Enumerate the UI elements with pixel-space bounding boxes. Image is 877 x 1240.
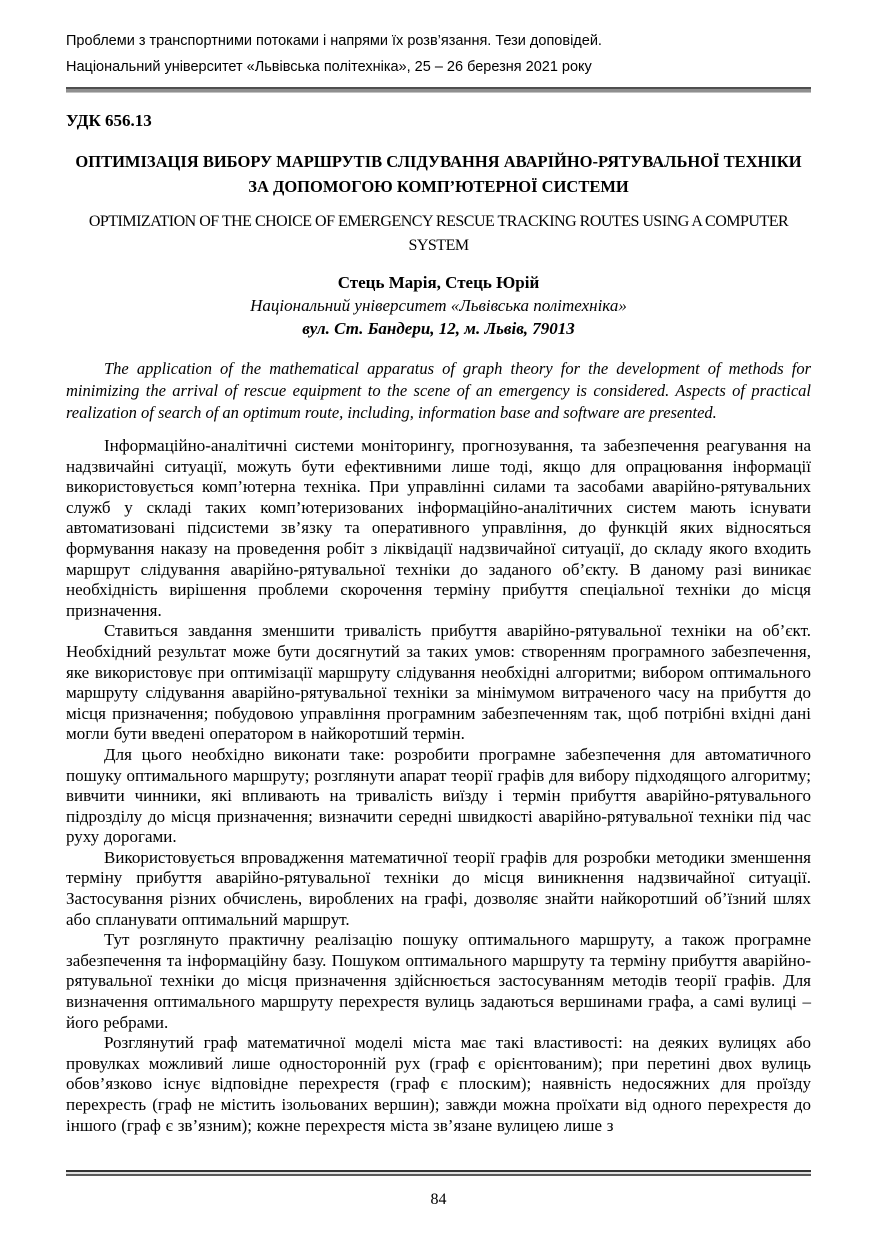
page-header <box>66 28 811 80</box>
udc-code: УДК 656.13 <box>66 111 152 130</box>
page-footer <box>66 1170 811 1210</box>
body-paragraph-5: Тут розглянуто практичну реалізацію пошуку оптимального маршруту, а також програмне забезпечення та інформаційну базу. Пошуком оптимального маршруту та терміну прибуття аварійно-рятувальної техніки до місця призначення здійснюється застосуванням методів теорії графів. Для визначення оптимального маршруту перехрестя вулиць задаються вершинами графа, а самі вулиці – його ребрами. <box>66 930 811 1032</box>
body-paragraph-6: Розглянутий граф математичної моделі міста має такі властивості: на деяких вулицях або провулках можливий лише односторонній рух (граф є орієнтованим); при перетині двох вулиць обов’язково існує відповідне перехрестя (граф є плоским); наявність недосяжних для проїзду перехресть (граф не містить ізольованих вершин); завжди можна проїхати від одного перехрестя до іншого (граф є зв’язним); кожне перехрестя міста зв’язане вулицею лише з <box>66 1033 811 1135</box>
abstract-text: The application of the mathematical apparatus of graph theory for the development of methods for minimizing the arrival of rescue equipment to the scene of an emergency is considered. Aspects of practical realization of search of an optimum route, including, information base and software are presented. <box>66 359 811 422</box>
title-ukrainian: ОПТИМІЗАЦІЯ ВИБОРУ МАРШРУТІВ СЛІДУВАННЯ АВАРІЙНО-РЯТУВАЛЬНОЇ ТЕХНІКИ ЗА ДОПОМОГОЮ КОМП’ЮТЕРНОЇ СИСТЕМИ <box>75 152 802 196</box>
body-paragraph-1: Інформаційно-аналітичні системи моніторингу, прогнозування, та забезпечення реагування на надзвичайні ситуації, можуть бути ефективними лише тоді, якщо для опрацювання інформації використовується комп’ютерна техніка. При управлінні силами та засобами аварійно-рятувальних служб у складі таких комп’ютеризованих інформаційно-аналітичних систем мають існувати автоматизовані підсистеми зв’язку та оперативного управління, до функцій яких відносяться формування наказу на проведення робіт з ліквідації надзвичайної ситуації, до складу якого входить маршрут слідування аварійно-рятувальної техніки до заданого об’єкту. В даному разі виникає необхідність вирішення проблеми скорочення терміну прибуття спеціальної техніки до місця призначення. <box>66 436 811 620</box>
header-divider <box>66 87 811 93</box>
address: вул. Ст. Бандери, 12, м. Львів, 79013 <box>302 319 575 338</box>
page-number: 84 <box>430 1191 447 1208</box>
authors: Стець Марія, Стець Юрій <box>337 273 540 292</box>
article-body <box>66 436 811 1136</box>
footer-divider <box>66 1170 811 1176</box>
body-paragraph-3: Для цього необхідно виконати таке: розробити програмне забезпечення для автоматичного пошуку оптимального маршруту; розглянути апарат теорії графів для вибору підходящого алгоритму; вивчити чинники, які впливають на тривалість виїзду і термін прибуття аварійно-рятувального підрозділу до місця призначення; визначити середні швидкості аварійно-рятувальної техніки під час руху дорогами. <box>66 744 811 847</box>
title-english: OPTIMIZATION OF THE CHOICE OF EMERGENCY RESCUE TRACKING ROUTES USING A COMPUTER SYSTEM <box>88 213 789 254</box>
header-line-1: Проблеми з транспортними потоками і напрями їх розв’язання. Тези доповідей. <box>66 33 602 49</box>
affiliation: Національний університет «Львівська політехніка» <box>250 296 627 315</box>
header-line-2: Національний університет «Львівська політехніка», 25 – 26 березня 2021 року <box>66 59 592 75</box>
body-paragraph-2: Ставиться завдання зменшити тривалість прибуття аварійно-рятувальної техніки на об’єкт. Необхідний результат може бути досягнутий за таких умов: створенням програмного забезпечення, яке використовує при оптимізації маршруту слідування необхідні алгоритми; вибором оптимального маршруту слідування аварійно-рятувальної техніки за мінімумом витраченого часу на прибуття до місця призначення; побудовою управління програмним забезпеченням так, щоб потрібні вхідні дані могли бути введені оператором в найкоротший термін. <box>66 621 811 744</box>
body-paragraph-4: Використовується впровадження математичної теорії графів для розробки методики зменшення терміну прибуття аварійно-рятувальної техніки до місця виникнення надзвичайної ситуації. Застосування різних обчислень, вироблених на графі, дозволяє знайти найкоротший об’їзний шлях або спланувати оптимальний маршрут. <box>66 847 811 929</box>
